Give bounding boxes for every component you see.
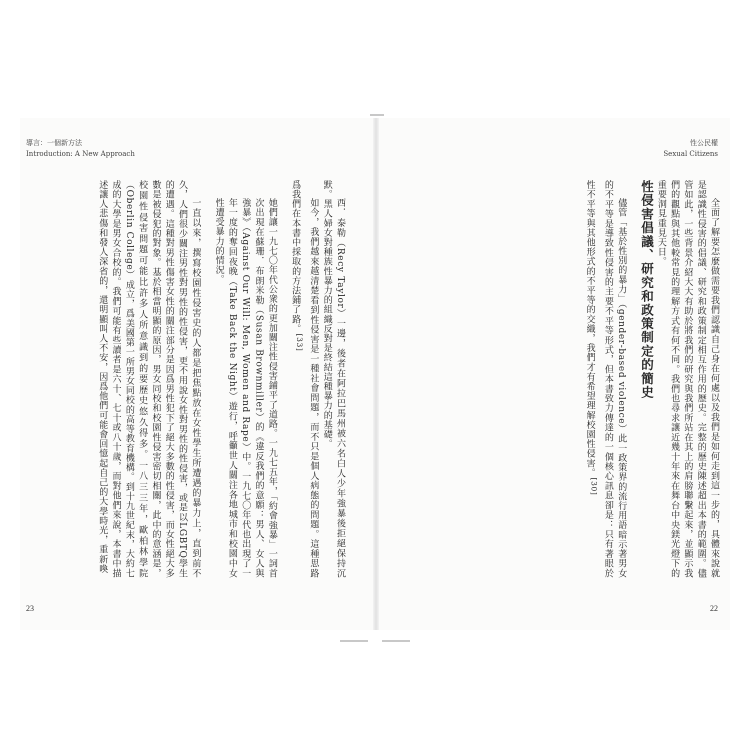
left-running-head-en: Introduction: A New Approach — [26, 150, 135, 158]
paragraph: 儘管「基於性別的暴力」（gender-based violence）此一政策界的流行用語暗示著男女的不平等是導致性侵害的主要不平等形式，但本書致力傳達的一個核心訊息卻是：只有著眼於性不平等與其他形式的不平等的交織，我們才有希望理解校園性侵害。[30] — [584, 180, 627, 578]
paragraph: 她們讓一九七〇年代公衆的更加關注性侵害鋪平了道路。一九七五年，「約會強暴」一詞首次出現在蘇珊．布朗米勒（Susan Brownmiller）的《違反我們的意願：男人、女人與強暴》（Against Our Will: Men, Women and Rape）中。一九七〇年代也出現了一年一度的奪回夜晚（Take Back the Night）遊行，呼籲世人關注各地城市和校園中女性遭受暴力的情況。 — [213, 198, 277, 578]
bottom-page-mark — [382, 640, 410, 642]
top-page-mark — [370, 114, 384, 116]
right-running-head-en: Sexual Citizens — [663, 150, 718, 158]
citation-mark: [33] — [295, 333, 305, 352]
bottom-page-mark — [340, 640, 368, 642]
citation-mark: [30] — [589, 477, 599, 496]
paragraph: 如今，我們越來越清楚看到性侵害是一種社會問題，而不只是個人病態的問題。這種思路爲我們在本書中採取的方法鋪了路。[33] — [290, 180, 319, 578]
section-title: 性侵害倡議、研究和政策制定的簡史 — [639, 180, 655, 400]
paragraph: 一直以來，撰寫校園性侵害史的人都是把焦點放在女性學生所遭遇的暴力上，直到前不久，人們很少關注男性對男性的性侵害，更不用說女性對男性的性侵害，或是以LGBTQ學生的遭遇。這種對男性傷害女性的關注部分是因爲男性犯下了絕大多數的性侵害，而女性絕大多數是被侵犯的對象。基於相當明顯的原因，男女同校和校園性侵害密切相關，此中的意涵是，校園性侵害問題可能比許多人所意識到的要歷史悠久得多。一八三三年，歐柏林學院（Oberlin College）成立，爲美國第一所男女同校的高等教育機構。到十九世紀末，大約七成的大學是男女合校的。我們可能有些讀者是六十、七十或八十歲，而對他們來說，本書中描述讓人悲傷和發人深省的，還明顯叫人不安，因爲他們可能會回憶起自己的大學時光，重新喚 — [97, 180, 201, 578]
right-running-head-zh: 性公民權 — [690, 139, 718, 147]
left-page-body — [26, 180, 346, 578]
left-running-head-zh: 導言：一個新方法 — [26, 139, 82, 147]
book-gutter — [373, 118, 379, 630]
right-page-number: 22 — [710, 604, 718, 613]
book-spread — [20, 118, 730, 630]
paragraph: 全面了解要怎麼做需要我們認識自己身在何處以及我們是如何走到這一步的，具體來說就是認識性侵害的倡議、研究和政策制定相互作用的歷史。完整的歷史陳述超出本書的範圍。儘管如此，一些背景介紹大大有助於將我們的研究與我們所站在其上的肩膀聯繫起來，並顯示我們的觀點與其他較常見的理解方式有何不同。我們也尋求讓近幾十年來在舞台中央鎂光燈下的重要洞見重見天日。 — [655, 180, 719, 578]
right-page-body — [398, 180, 720, 578]
left-page-number: 23 — [26, 604, 34, 613]
paragraph: 西．泰勒（Recy Taylor）一邊，後者在阿拉巴馬州被六名白人少年強暴後拒絕保持沉默。黑人婦女對種族性暴力的組織反對是終結這種暴力的基礎。 — [321, 180, 345, 578]
